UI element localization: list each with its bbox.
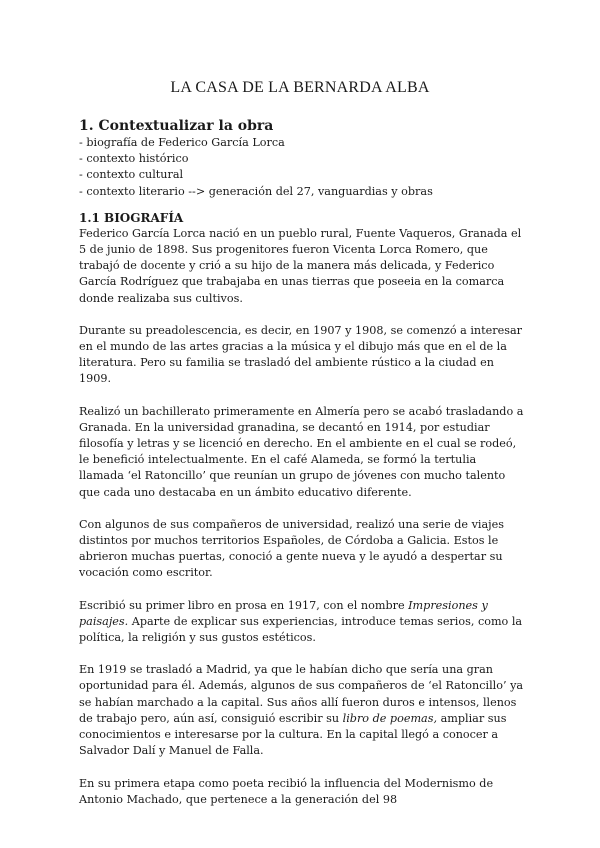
section-biografia bbox=[79, 210, 524, 808]
paragraph bbox=[79, 598, 524, 647]
book-title: Impresiones y paisajes. bbox=[79, 598, 488, 628]
section-contextualizar bbox=[79, 117, 524, 200]
paragraph: Federico García Lorca nació en un pueblo rural, Fuente Vaqueros, Granada el 5 de junio de 1898. Sus progenitores fueron Vicenta Lorca Romero, que trabajó de docente y crió a su hijo de la manera más delicada, y Federico García Rodríguez que trabajaba en unas tierras que poseeia en la comarca donde realizaba sus cultivos. bbox=[79, 226, 522, 305]
document-title: LA CASA DE LA BERNARDA ALBA bbox=[170, 79, 430, 96]
subsection-heading: 1.1 BIOGRAFÍA bbox=[79, 210, 184, 225]
list-item: - biografía de Federico García Lorca bbox=[79, 136, 285, 149]
paragraph-text: Aparte de explicar sus experiencias, introduce temas serios, como la política, la religión y sus gustos estéticos. bbox=[79, 614, 523, 645]
paragraph: Con algunos de sus compañeros de universidad, realizó una serie de viajes distintos por muchos territorios Españoles, de Córdoba a Galicia. Estos le abrieron muchas puertas, conoció a gente nueva y le ayudó a despertar su vocación como escritor. bbox=[79, 517, 504, 580]
paragraph bbox=[79, 662, 524, 759]
paragraph-text: En 1919 se trasladó a Madrid, ya que le habían dicho que sería una gran oportunidad para él. Además, algunos de sus compañeros de ‘el Ratoncillo’ ya se habían marchado a la capital. Sus años allí fueron duros e intensos, llenos de trabajo pero, aún así, consiguió escribir su bbox=[79, 663, 524, 725]
paragraph-text: ampliar sus conocimientos e interesarse por la cultura. En la capital llegó a conocer a Salvador Dalí y Manuel de Falla. bbox=[79, 711, 507, 758]
paragraph: En su primera etapa como poeta recibió la influencia del Modernismo de Antonio Machado, que pertenece a la generación del 98 bbox=[79, 776, 494, 806]
paragraph: Durante su preadolescencia, es decir, en 1907 y 1908, se comenzó a interesar en el mundo de las artes gracias a la música y el dibujo más que en el de la literatura. Pero su familia se trasladó del ambiente rústico a la ciudad en 1909. bbox=[79, 323, 522, 386]
book-title: libro de poemas, bbox=[342, 711, 438, 725]
paragraph-text: Escribió su primer libro en prosa en 1917, con el nombre bbox=[79, 598, 409, 612]
list-item: - contexto cultural bbox=[79, 168, 184, 182]
paragraph: Realizó un bachillerato primeramente en Almería pero se acabó trasladando a Granada. En la universidad granadina, se decantó en 1914, por estudiar filosofía y letras y se licenció en derecho. En el ambiente en el cual se rodeó, le benefició intelectualmente. En el café Alameda, se formó la tertulia llamada ‘el Ratoncillo’ que reunían un grupo de jóvenes con mucho talento que cada uno destacaba en un ámbito educativo diferente. bbox=[79, 404, 524, 499]
document-body bbox=[79, 117, 524, 824]
list-item: - contexto histórico bbox=[79, 152, 189, 166]
list-item: - contexto literario --> generación del 27, vanguardias y obras bbox=[79, 184, 433, 198]
section-heading: 1. Contextualizar la obra bbox=[79, 118, 274, 134]
